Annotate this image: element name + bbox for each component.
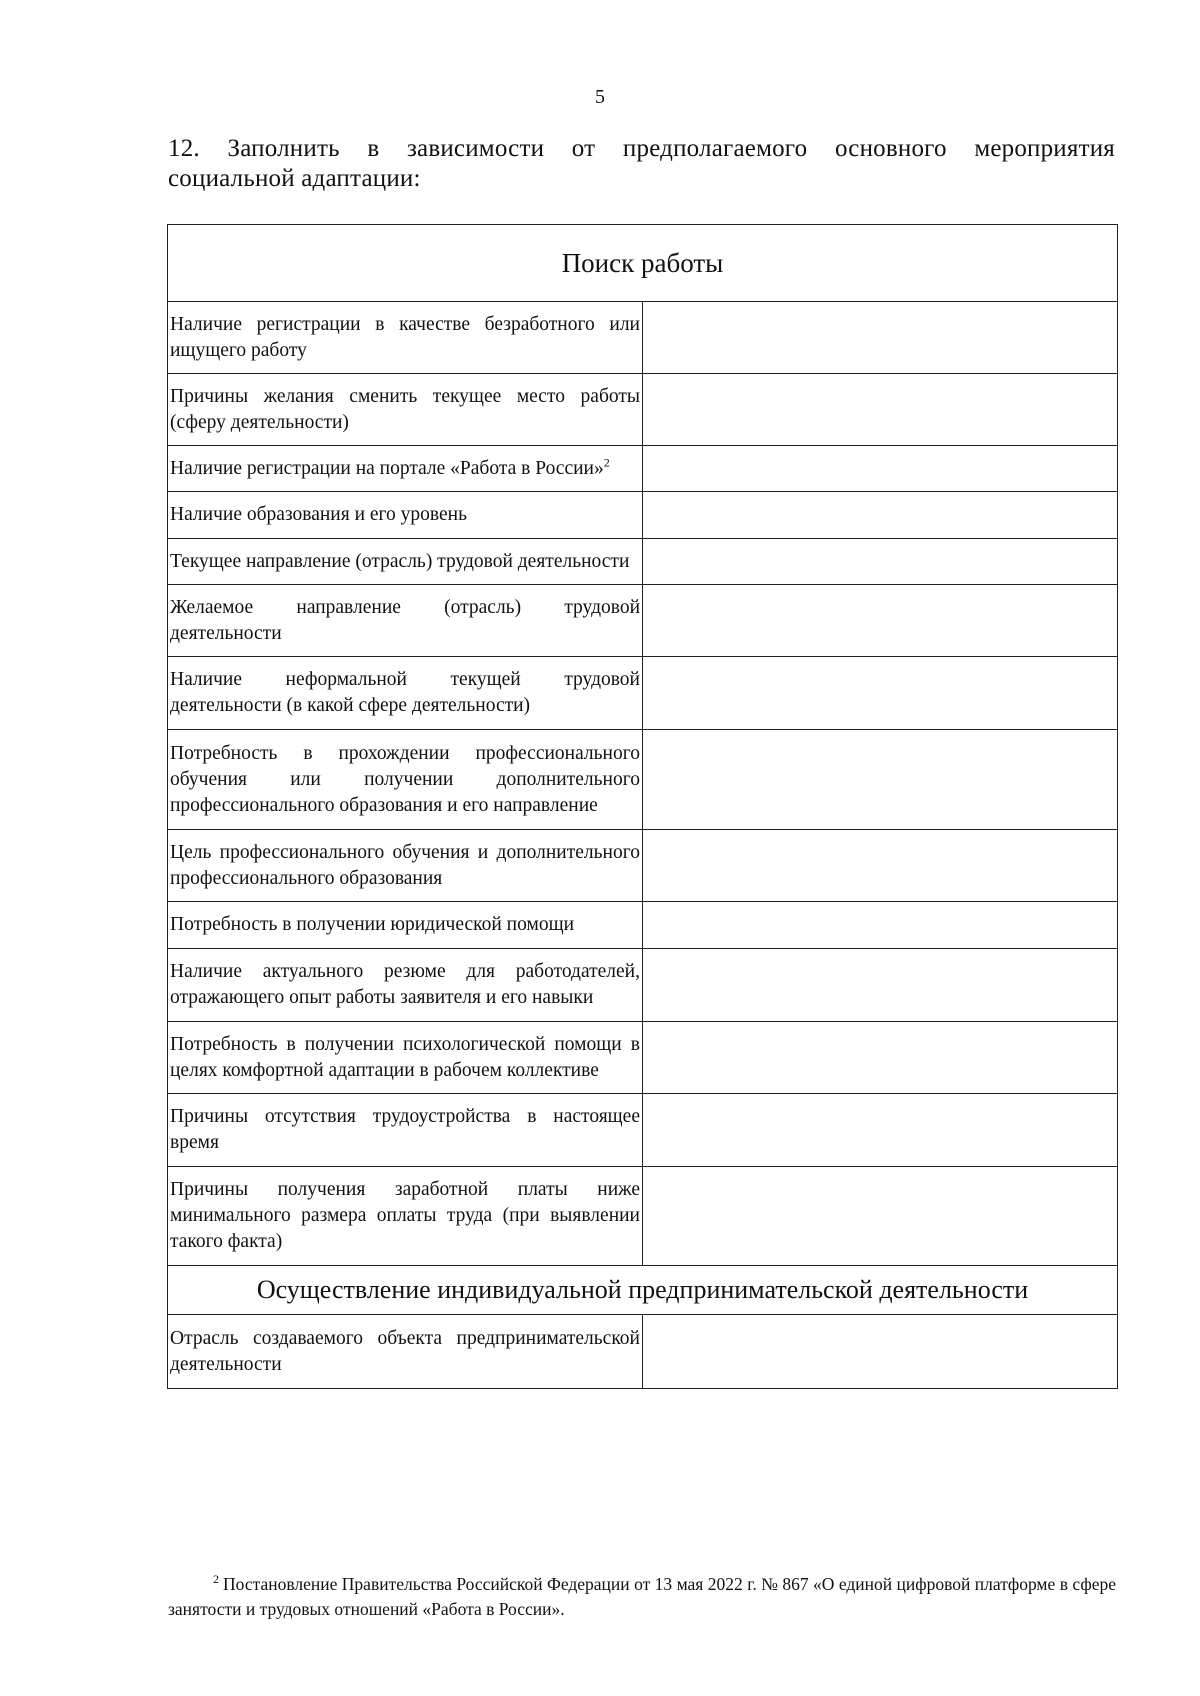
footnote-text: Постановление Правительства Российской Федерации от 13 мая 2022 г. № 867 «О единой цифровой платформе в сфере занятости и трудовых отношений «Работа в России». xyxy=(168,1574,1116,1619)
row-value-cell[interactable] xyxy=(643,730,1118,830)
intro-paragraph xyxy=(168,134,1115,194)
row-value-cell[interactable] xyxy=(643,1094,1118,1167)
footnote-reference: 2 xyxy=(603,455,610,469)
row-label: Наличие регистрации в качестве безработного или ищущего работу xyxy=(168,302,643,374)
table-row xyxy=(168,902,1118,949)
row-label: Желаемое направление (отрасль) трудовой деятельности xyxy=(168,585,643,657)
row-label: Наличие образования и его уровень xyxy=(168,492,643,539)
row-label: Потребность в прохождении профессионального обучения или получении дополнительного профессионального образования и его направление xyxy=(168,730,643,830)
row-label: Причины желания сменить текущее место работы (сферу деятельности) xyxy=(168,374,643,446)
section-title-job-search: Поиск работы xyxy=(168,225,1118,302)
footnote-marker: 2 xyxy=(213,1572,219,1587)
table-row xyxy=(168,657,1118,730)
intro-line-2: социальной адаптации: xyxy=(168,165,421,192)
section-header-row xyxy=(168,1266,1118,1315)
row-label: Текущее направление (отрасль) трудовой деятельности xyxy=(168,539,643,585)
row-value-cell[interactable] xyxy=(643,1022,1118,1094)
row-label: Причины отсутствия трудоустройства в настоящее время xyxy=(168,1094,643,1167)
row-value-cell[interactable] xyxy=(643,446,1118,492)
row-value-cell[interactable] xyxy=(643,585,1118,657)
table-row xyxy=(168,1315,1118,1389)
row-value-cell[interactable] xyxy=(643,492,1118,539)
table-row xyxy=(168,492,1118,539)
row-value-cell[interactable] xyxy=(643,302,1118,374)
row-value-cell[interactable] xyxy=(643,657,1118,730)
table-row xyxy=(168,949,1118,1022)
row-value-cell[interactable] xyxy=(643,539,1118,585)
row-label-text: Наличие регистрации на портале «Работа в России» xyxy=(170,457,604,479)
section-header-row xyxy=(168,225,1118,302)
table-row xyxy=(168,1167,1118,1266)
row-value-cell[interactable] xyxy=(643,1315,1118,1389)
table-row xyxy=(168,374,1118,446)
table-row xyxy=(168,730,1118,830)
table-row xyxy=(168,1094,1118,1167)
section-title-entrepreneurship: Осуществление индивидуальной предпринимательской деятельности xyxy=(168,1266,1118,1315)
row-value-cell[interactable] xyxy=(643,949,1118,1022)
table-row xyxy=(168,446,1118,492)
table-row xyxy=(168,539,1118,585)
table-row xyxy=(168,585,1118,657)
table-row xyxy=(168,302,1118,374)
row-value-cell[interactable] xyxy=(643,902,1118,949)
table-row xyxy=(168,1022,1118,1094)
table-row xyxy=(168,830,1118,902)
adaptation-form-table xyxy=(167,224,1118,1389)
row-label: Отрасль создаваемого объекта предпринимательской деятельности xyxy=(168,1315,643,1389)
page-number: 5 xyxy=(595,86,605,108)
row-label: Потребность в получении психологической помощи в целях комфортной адаптации в рабочем коллективе xyxy=(168,1022,643,1094)
row-value-cell[interactable] xyxy=(643,830,1118,902)
row-value-cell[interactable] xyxy=(643,374,1118,446)
row-label: Потребность в получении юридической помощи xyxy=(168,902,643,949)
row-label: Наличие неформальной текущей трудовой деятельности (в какой сфере деятельности) xyxy=(168,657,643,730)
footnote xyxy=(168,1572,1116,1622)
row-label xyxy=(168,446,643,492)
row-label: Цель профессионального обучения и дополнительного профессионального образования xyxy=(168,830,643,902)
row-label: Наличие актуального резюме для работодателей, отражающего опыт работы заявителя и его навыки xyxy=(168,949,643,1022)
intro-line-1: 12. Заполнить в зависимости от предполагаемого основного мероприятия xyxy=(168,135,1115,162)
row-value-cell[interactable] xyxy=(643,1167,1118,1266)
row-label: Причины получения заработной платы ниже минимального размера оплаты труда (при выявлении такого факта) xyxy=(168,1167,643,1266)
